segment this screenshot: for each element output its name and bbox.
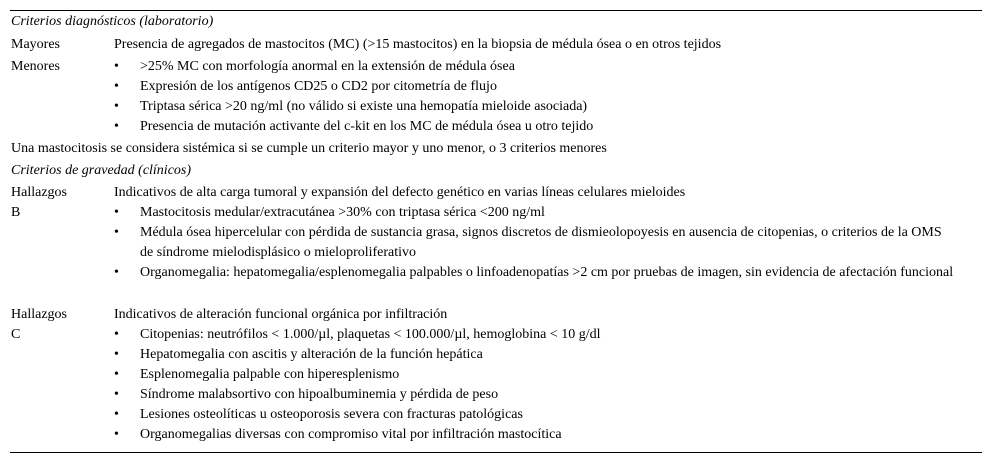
mayores-text: Presencia de agregados de mastocitos (MC) (>15 mastocitos) en la biopsia de médula ósea o en otros tejidos (114, 37, 722, 52)
row-content-menores (114, 57, 954, 137)
hallazgos-c-bullet: • Hepatomegalia con ascitis y alteración de la función hepática (114, 345, 954, 365)
row-content-hallazgos-c (114, 305, 954, 445)
row-content-hallazgos-b (114, 183, 954, 283)
hallazgos-b-bullet: • Médula ósea hipercelular con pérdida de sustancia grasa, signos discretos de dismieolopoyesis en ausencia de citopenias, o criterios de la OMS de síndrome mielodisplásico o mieloproliferativo (114, 223, 954, 263)
hallazgos-c-intro: Indicativos de alteración funcional orgánica por infiltración (114, 307, 448, 322)
menores-bullet: • Presencia de mutación activante del c-kit en los MC de médula ósea u otro tejido (114, 117, 954, 137)
section-title-clinical: Criterios de gravedad (clínicos) (11, 163, 192, 178)
hallazgos-c-bullet: • Esplenomegalia palpable con hiperesplenismo (114, 365, 954, 385)
hallazgos-b-intro: Indicativos de alta carga tumoral y expansión del defecto genético en varias líneas celulares mieloides (114, 185, 686, 200)
hallazgos-c-bullet: • Citopenias: neutrófilos < 1.000/µl, plaquetas < 100.000/µl, hemoglobina < 10 g/dl (114, 325, 954, 345)
menores-bullet: • Triptasa sérica >20 ng/ml (no válido si existe una hemopatía mieloide asociada) (114, 97, 954, 117)
hallazgos-b-bullet: • Organomegalia: hepatomegalia/esplenomegalia palpables o linfoadenopatías >2 cm por pruebas de imagen, sin evidencia de afectación funcional (114, 263, 954, 283)
row-label-hallazgos-b: Hallazgos B (11, 185, 67, 220)
hallazgos-b-bullet: • Mastocitosis medular/extracutánea >30% con triptasa sérica <200 ng/ml (114, 203, 954, 223)
systemic-note: Una mastocitosis se considera sistémica si se cumple un criterio mayor y uno menor, o 3 criterios menores (11, 141, 607, 156)
row-content-mayores (114, 35, 954, 55)
section-title-laboratory: Criterios diagnósticos (laboratorio) (11, 14, 214, 29)
hallazgos-c-bullet: • Lesiones osteolíticas u osteoporosis severa con fracturas patológicas (114, 405, 954, 425)
hallazgos-c-bullet: • Síndrome malabsortivo con hipoalbuminemia y pérdida de peso (114, 385, 954, 405)
hallazgos-c-bullet: • Organomegalias diversas con compromiso vital por infiltración mastocítica (114, 425, 954, 445)
row-label-hallazgos-c: Hallazgos C (11, 307, 67, 342)
row-label-menores: Menores (11, 59, 60, 74)
menores-bullet: • Expresión de los antígenos CD25 o CD2 por citometría de flujo (114, 77, 954, 97)
row-label-mayores: Mayores (11, 37, 60, 52)
menores-bullet: • >25% MC con morfología anormal en la extensión de médula ósea (114, 57, 954, 77)
